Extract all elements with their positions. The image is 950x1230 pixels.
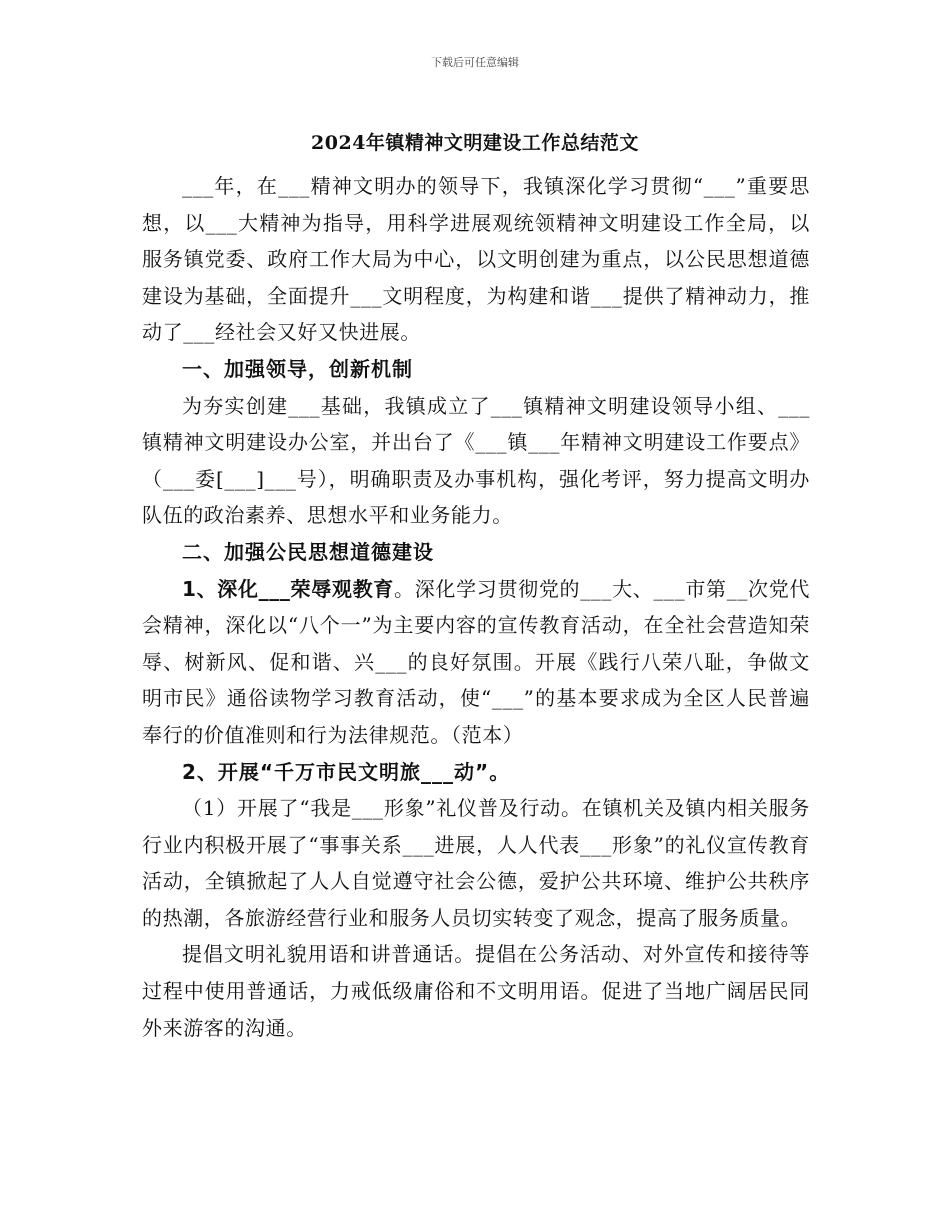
paragraph-honor-education	[142, 571, 810, 754]
paragraph-body-text: 。深化学习贯彻党的___大、___市第__次党代会精神，深化以“八个一”为主要内容的宣传教育活动，在全社会营造知荣辱、树新风、促和谐、兴___的良好氛围。开展《践行八荣八耻，争做文明市民》通俗读物学习教育活动，使“___”的基本要求成为全区人民普遍奉行的价值准则和行为法律规范。（范本）	[142, 576, 810, 747]
header-note: 下载后可任意编辑	[431, 56, 519, 69]
paragraph-etiquette: （1）开展了“我是___形象”礼仪普及行动。在镇机关及镇内相关服务行业内积极开展了“事事关系___进展，人人代表___形象”的礼仪宣传教育活动，全镇掀起了人人自觉遵守社会公德，爱护公共环境、维护公共秩序的热潮，各旅游经营行业和服务人员切实转变了观念，提高了服务质量。	[142, 796, 810, 930]
document-body	[142, 168, 810, 1046]
paragraph-leadership: 为夯实创建___基础，我镇成立了___镇精神文明建设领导小组、___镇精神文明建设办公室，并出台了《___镇___年精神文明建设工作要点》（___委[___]___号），明确职责及办事机构，强化考评，努力提高文明办队伍的政治素养、思想水平和业务能力。	[142, 393, 810, 528]
paragraph-intro: ___年，在___精神文明办的领导下，我镇深化学习贯彻“___”重要思想，以___大精神为指导，用科学进展观统领精神文明建设工作全局，以服务镇党委、政府工作大局为中心，以文明创建为重点，以公民思想道德建设为基础，全面提升___文明程度，为构建和谐___提供了精神动力，推动了___经社会又好又快进展。	[142, 174, 810, 345]
paragraph-lead-text: 1、深化___荣辱观教育	[182, 576, 394, 601]
document-title: 2024年镇精神文明建设工作总结范文	[311, 132, 639, 154]
paragraph-civil-language: 提倡文明礼貌用语和讲普通话。提倡在公务活动、对外宣传和接待等过程中使用普通话，力戒低级庸俗和不文明用语。促进了当地广阔居民同外来游客的沟通。	[142, 942, 810, 1040]
section-heading-1: 一、加强领导，创新机制	[182, 356, 413, 381]
sub-heading-2: 2、开展“千万市民文明旅___动”。	[182, 759, 511, 784]
section-heading-2: 二、加强公民思想道德建设	[182, 539, 434, 564]
